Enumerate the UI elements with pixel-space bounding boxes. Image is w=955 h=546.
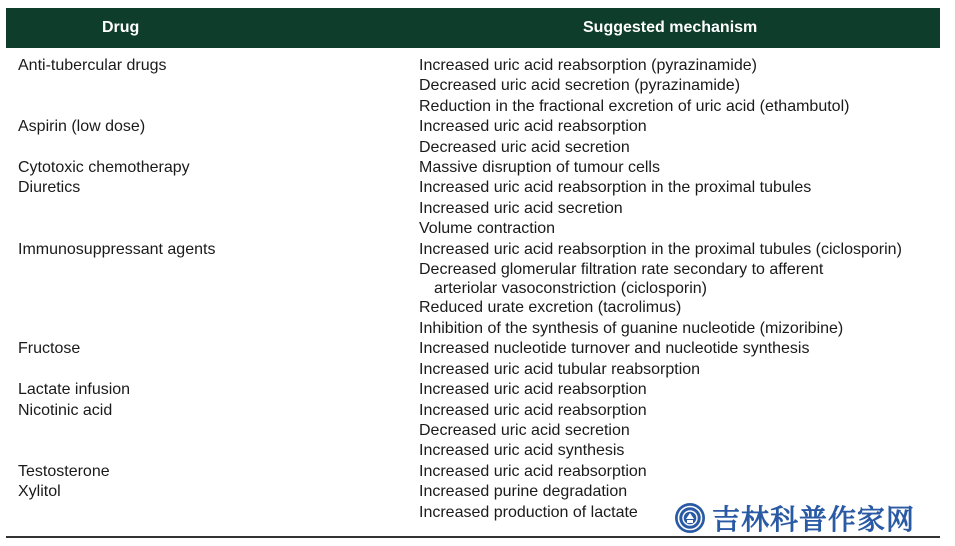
table-row xyxy=(0,178,955,239)
mechanism-item: Increased purine degradation xyxy=(419,483,628,501)
mechanism-item: Increased uric acid reabsorption in the proximal tubules xyxy=(419,179,812,197)
table-row xyxy=(0,380,955,400)
mechanism-item: Increased uric acid reabsorption xyxy=(419,462,647,480)
drug-name: Anti-tubercular drugs xyxy=(18,57,167,74)
mechanism-item: Decreased uric acid secretion (pyrazinamide) xyxy=(419,77,741,95)
mechanism-list xyxy=(419,117,955,158)
mechanism-item: Reduced urate excretion (tacrolimus) xyxy=(419,299,682,317)
mechanism-item: Increased uric acid tubular reabsorption xyxy=(419,360,701,378)
drug-name: Immunosuppressant agents xyxy=(18,240,216,258)
mechanism-item: Increased uric acid synthesis xyxy=(419,442,625,460)
drug-name: Xylitol xyxy=(18,483,61,501)
mechanism-item: Reduction in the fractional excretion of uric acid (ethambutol) xyxy=(419,97,850,115)
mechanism-item: Increased uric acid reabsorption xyxy=(419,118,647,136)
mechanism-column-header: Suggested mechanism xyxy=(583,19,758,36)
mechanism-list xyxy=(419,178,955,239)
table-header xyxy=(6,8,940,48)
table-row xyxy=(0,158,955,178)
seal-logo-icon xyxy=(674,502,706,534)
watermark xyxy=(674,500,915,536)
table-row xyxy=(0,240,955,340)
table-row xyxy=(0,462,955,482)
drug-name: Lactate infusion xyxy=(18,381,131,399)
drug-name: Cytotoxic chemotherapy xyxy=(18,159,190,177)
mechanism-item: Increased uric acid reabsorption xyxy=(419,401,647,419)
mechanism-list xyxy=(419,240,955,340)
drug-name: Fructose xyxy=(18,340,81,358)
mechanism-list xyxy=(419,158,955,178)
mechanism-item: Decreased uric acid secretion xyxy=(419,421,630,439)
mechanism-list xyxy=(419,401,955,462)
mechanism-item: Volume contraction xyxy=(419,220,556,238)
mechanism-item: Increased uric acid reabsorption xyxy=(419,381,647,399)
mechanism-list xyxy=(419,339,955,380)
mechanism-item: Increased uric acid reabsorption (pyrazinamide) xyxy=(419,57,757,74)
mechanism-item: Massive disruption of tumour cells xyxy=(419,159,660,177)
drug-name: Nicotinic acid xyxy=(18,401,113,419)
mechanism-item: Decreased uric acid secretion xyxy=(419,138,630,156)
drug-name: Diuretics xyxy=(18,179,81,197)
mechanism-list xyxy=(419,56,955,117)
mechanism-item: Increased uric acid secretion xyxy=(419,199,623,217)
mechanism-item-continuation: arteriolar vasoconstriction (ciclosporin) xyxy=(434,280,707,298)
mechanism-item: Decreased glomerular filtration rate secondary to afferent xyxy=(419,261,824,279)
table-row xyxy=(0,401,955,462)
table-body xyxy=(0,56,955,523)
mechanism-item: Increased production of lactate xyxy=(419,503,638,521)
watermark-text: 吉林科普作家网 xyxy=(712,504,916,535)
table-row xyxy=(0,339,955,380)
mechanism-item: Increased nucleotide turnover and nucleotide synthesis xyxy=(419,340,810,358)
mechanism-item: Increased uric acid reabsorption in the proximal tubules (ciclosporin) xyxy=(419,240,902,258)
drug-name: Testosterone xyxy=(18,462,110,480)
mechanism-item: Inhibition of the synthesis of guanine nucleotide (mizoribine) xyxy=(419,319,844,337)
table-row xyxy=(0,56,955,117)
mechanism-list xyxy=(419,380,955,400)
table-row xyxy=(0,117,955,158)
drug-name: Aspirin (low dose) xyxy=(18,118,146,136)
drug-column-header: Drug xyxy=(102,19,140,36)
mechanism-list xyxy=(419,462,955,482)
